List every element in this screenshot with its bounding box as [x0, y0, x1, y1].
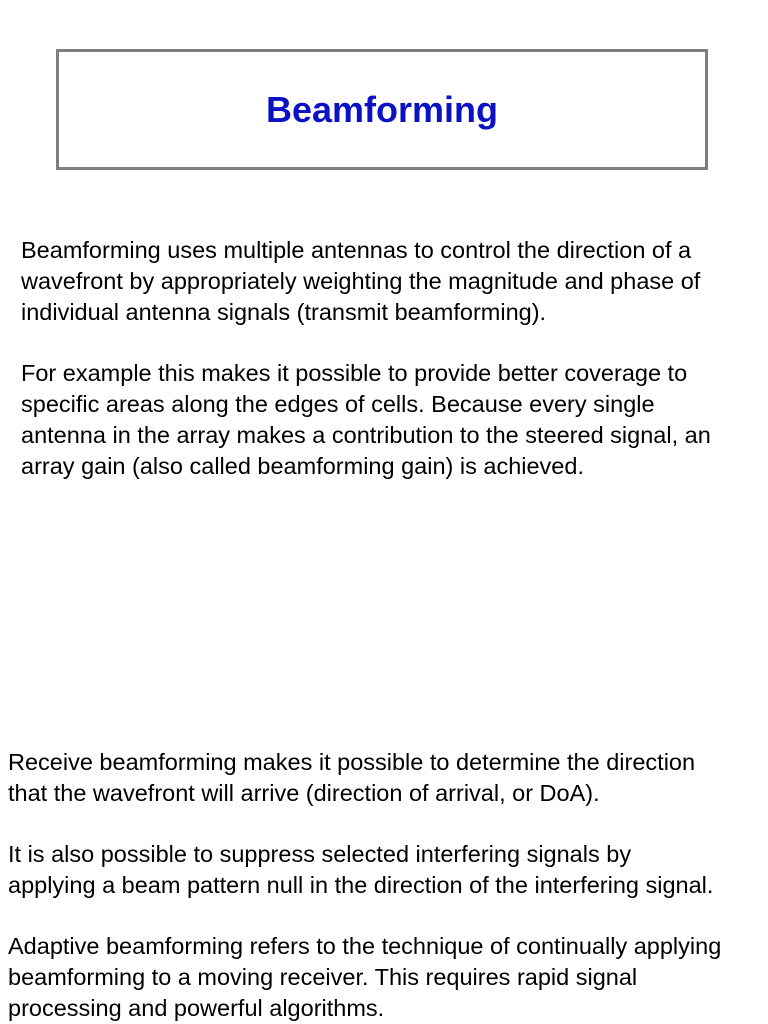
text-line: wavefront by appropriately weighting the magnitude and phase of — [21, 268, 701, 294]
intro-paragraph-2 — [0, 358, 768, 482]
slide-title: Beamforming — [265, 88, 499, 130]
text-line: beamforming to a moving receiver. This requires rapid signal — [8, 964, 638, 990]
intro-paragraph-1 — [0, 235, 768, 328]
text-line: array gain (also called beamforming gain) is achieved. — [21, 453, 584, 479]
text-line: Adaptive beamforming refers to the technique of continually applying — [8, 933, 722, 959]
receive-section — [0, 747, 768, 1024]
text-line: processing and powerful algorithms. — [8, 995, 385, 1021]
text-line: It is also possible to suppress selected interfering signals by — [8, 841, 632, 867]
intro-section — [0, 235, 768, 482]
text-line: that the wavefront will arrive (direction of arrival, or DoA). — [8, 780, 600, 806]
receive-paragraph-2 — [0, 839, 768, 901]
text-line: Beamforming uses multiple antennas to control the direction of a — [21, 237, 692, 263]
text-line: individual antenna signals (transmit beamforming). — [21, 299, 547, 325]
title-box — [56, 49, 708, 170]
text-line: applying a beam pattern null in the direction of the interfering signal. — [8, 872, 714, 898]
text-line: Receive beamforming makes it possible to determine the direction — [8, 749, 696, 775]
receive-paragraph-1 — [0, 747, 768, 809]
text-line: For example this makes it possible to provide better coverage to — [21, 360, 688, 386]
text-line: antenna in the array makes a contribution to the steered signal, an — [21, 422, 711, 448]
text-line: specific areas along the edges of cells. Because every single — [21, 391, 655, 417]
receive-paragraph-3 — [0, 931, 768, 1024]
